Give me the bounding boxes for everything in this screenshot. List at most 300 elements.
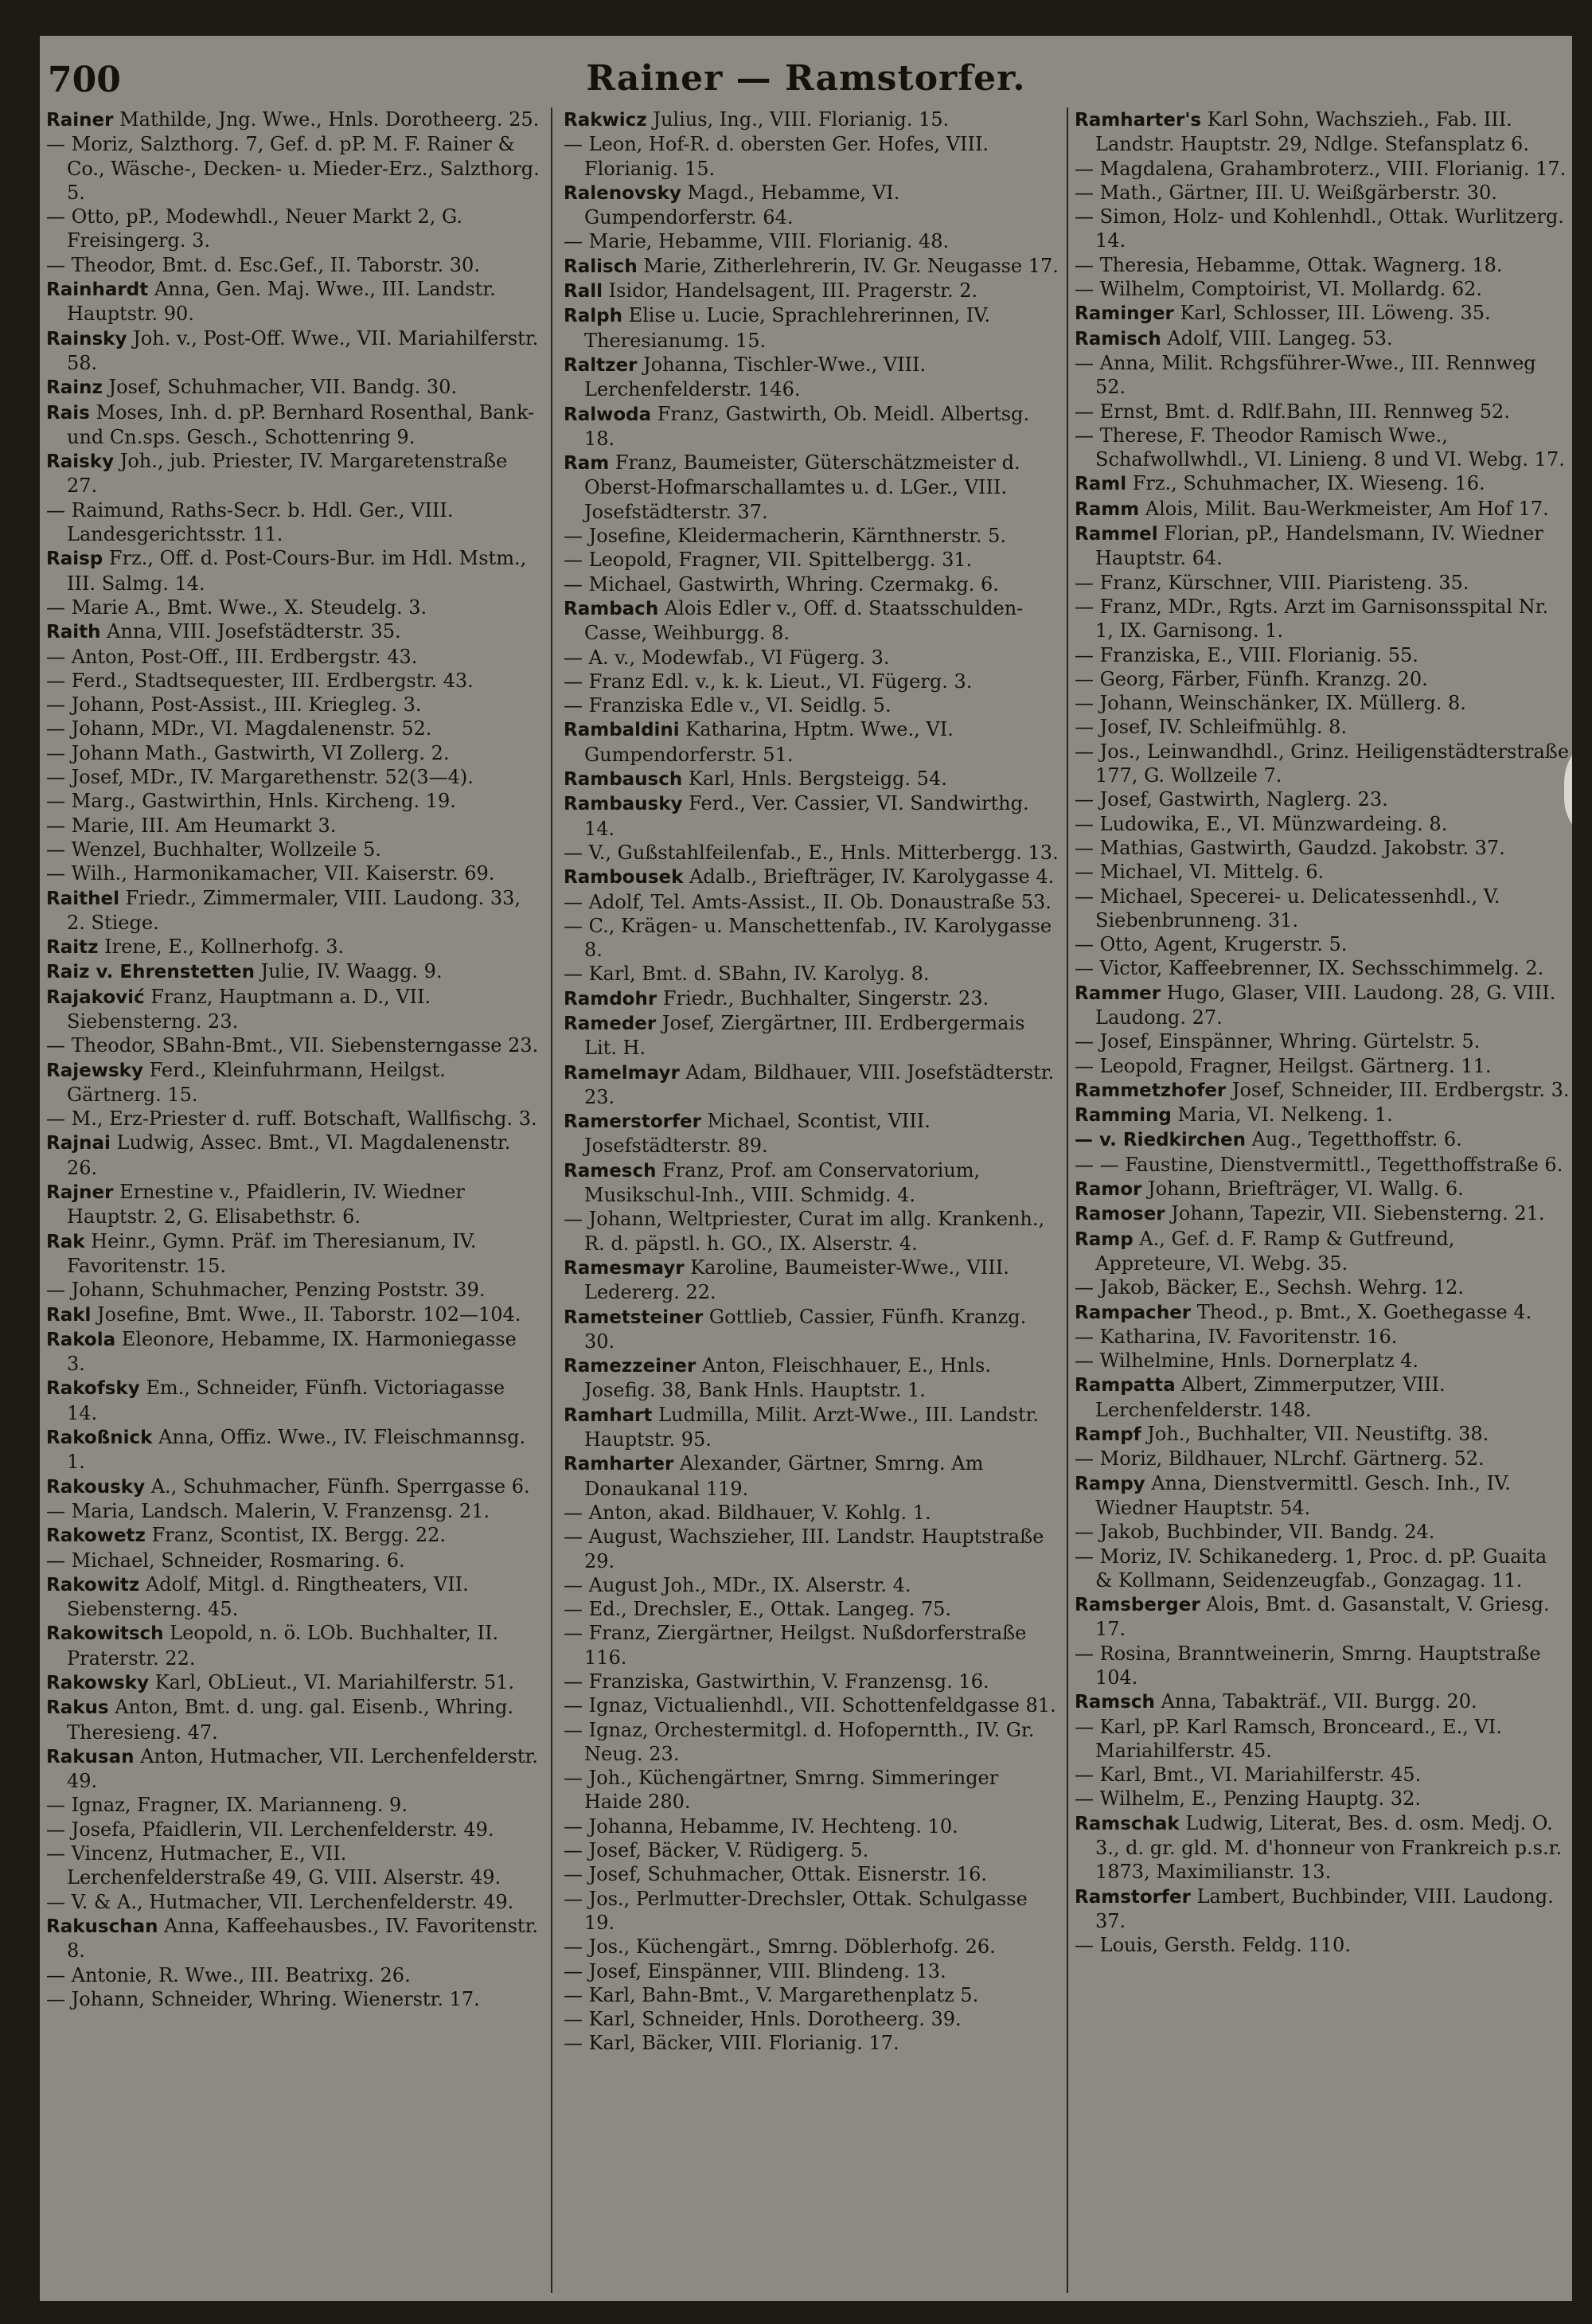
entry-details: — Mathias, Gastwirth, Gaudzd. Jakobstr. 37. [1075,836,1505,859]
entry-surname: Raminger [1075,303,1174,325]
directory-entry [564,1693,1061,1717]
column-rule [551,107,552,2293]
directory-entry [46,1695,540,1744]
entry-details: — Josefa, Pfaidlerin, VII. Lerchenfelderstr. 49. [46,1818,494,1841]
directory-entry [564,181,1061,230]
entry-details: — Louis, Gersth. Feldg. 110. [1075,1934,1351,1957]
entry-details: — Therese, F. Theodor Ramisch Wwe., Schafwollwhdl., VI. Linieng. 8 und VI. Webg. 17. [1075,424,1565,471]
entry-details: — Wilhelmine, Hnls. Dornerplatz 4. [1075,1349,1419,1373]
entry-details: Alois Edler v., Off. d. Staatsschulden-Casse, Weihburgg. 8. [584,596,1024,645]
entry-surname: Rampatta [1075,1375,1176,1396]
entry-details: — Johann Math., Gastwirth, VI Zollerg. 2. [46,741,450,764]
entry-surname: Rakuschan [46,1916,158,1937]
directory-entry [46,959,540,984]
entry-details: — Michael, Gastwirth, Whring. Czermakg. 6. [564,572,999,596]
directory-entry [1075,1933,1570,1957]
entry-details: — Michael, VI. Mittelg. 6. [1075,861,1325,884]
directory-entry [46,1033,540,1057]
entry-surname: Ram [564,453,610,475]
directory-entry [46,1376,540,1425]
entry-details: — Karl, Bmt., VI. Mariahilferstr. 45. [1075,1764,1422,1787]
directory-entry [1075,740,1570,788]
entry-surname: Rakowitz [46,1574,140,1596]
directory-entry [564,1959,1061,1983]
directory-entry [46,375,540,400]
directory-entry [564,1353,1061,1403]
directory-entry [1075,157,1570,181]
directory-entry [564,962,1061,986]
entry-details: Theod., p. Bmt., X. Goethegasse 4. [1191,1300,1532,1323]
directory-entry [1075,1054,1570,1078]
directory-entry [564,132,1061,181]
directory-entry [1075,1642,1570,1690]
directory-entry [46,1621,540,1670]
entry-details: Friedr., Zimmermaler, VIII. Laudong. 33, 2. Stiege. [67,886,521,934]
entry-details: — Franz, Ziergärtner, Heilgst. Nußdorferstraße 116. [564,1622,1027,1669]
directory-entry [46,498,540,547]
entry-details: A., Schuhmacher, Fünfh. Sperrgasse 6. [145,1474,530,1498]
entry-details: — M., Erz-Priester d. ruff. Botschaft, Wallfischg. 3. [46,1107,537,1131]
entry-details: Ludmilla, Milit. Arzt-Wwe., III. Landstr. Hauptstr. 95. [584,1403,1040,1451]
directory-entry [564,1305,1061,1354]
entry-surname: Ramor [1075,1179,1142,1201]
directory-entry [564,1670,1061,1693]
entry-details: Ernestine v., Pfaidlerin, IV. Wiedner Hauptstr. 2, G. Elisabethstr. 6. [67,1181,465,1228]
directory-entry [46,546,540,596]
directory-entry [46,693,540,717]
entry-surname: Ramsberger [1075,1595,1200,1616]
entry-surname: Rainer [46,110,114,131]
directory-entry [1075,205,1570,253]
directory-entry [46,1523,540,1548]
directory-entry [564,914,1061,963]
entry-surname: Ramesmayr [564,1257,685,1279]
entry-surname: Ramerstorfer [564,1111,701,1133]
entry-surname: Rainhardt [46,279,149,301]
directory-entry [1075,1201,1570,1226]
entry-details: — V., Gußstahlfeilenfab., E., Hnls. Mitterbergg. 13. [564,841,1059,864]
entry-surname: Ramisch [1075,328,1161,350]
entry-details: — A. v., Modewfab., VI Fügerg. 3. [564,646,890,669]
directory-entry [564,865,1061,889]
entry-details: Moses, Inh. d. pP. Bernhard Rosenthal, Bank- und Cn.sps. Gesch., Schottenring 9. [67,400,535,448]
directory-entry [564,1207,1061,1256]
entry-surname: Raithel [46,888,119,909]
entry-surname: Rakoßnick [46,1428,153,1449]
directory-entry [46,1229,540,1279]
entry-details: — Josef, Schuhmacher, Ottak. Eisnerstr. 16. [564,1863,987,1886]
entry-details: Karl Sohn, Wachszieh., Fab. III. Landstr. Hauptstr. 29, Ndlge. Stefansplatz 6. [1095,108,1529,156]
directory-entry [46,1425,540,1474]
entry-surname: Rakowetz [46,1525,146,1547]
directory-entry [1075,1715,1570,1764]
entry-details: Isidor, Handelsagent, III. Pragerstr. 2. [603,279,978,303]
entry-details: — Josef, Einspänner, VIII. Blindeng. 13. [564,1959,946,1982]
directory-entry [46,741,540,765]
directory-entry [46,985,540,1034]
entry-details: Florian, pP., Handelsmann, IV. Wiedner Hauptstr. 64. [1095,522,1543,570]
directory-entry [564,890,1061,914]
entry-details: — Josef, Einspänner, Whring. Gürtelstr. 5. [1075,1030,1481,1053]
entry-details: — Jakob, Bäcker, E., Sechsh. Wehrg. 12. [1075,1276,1465,1299]
directory-entry [1075,1227,1570,1276]
directory-entry [46,1058,540,1107]
directory-entry [1075,277,1570,301]
entry-surname: Rakowsky [46,1673,149,1693]
entry-surname: Rall [564,281,603,303]
entry-details: Josefine, Bmt. Wwe., II. Taborstr. 102—104. [91,1303,521,1326]
entry-details: Julie, IV. Waagg. 9. [255,960,443,983]
directory-entry [564,1403,1061,1452]
entry-surname: Rambausch [564,769,683,791]
entry-details: — Karl, Bäcker, VIII. Florianig. 17. [564,2032,899,2055]
directory-entry [564,451,1061,524]
directory-entry [1075,1373,1570,1422]
entry-details: — Moriz, Bildhauer, NLrchf. Gärtnerg. 52. [1075,1447,1485,1471]
entry-surname: Rajnai [46,1133,111,1154]
entry-surname: Rakola [46,1329,116,1350]
entry-surname: Ramdohr [564,988,657,1010]
entry-details: — Wilh., Harmonikamacher, VII. Kaiserstr. 69. [46,862,495,885]
entry-details: Anna, Offiz. Wwe., IV. Fleischmannsg. 1. [67,1426,526,1474]
directory-entry [564,717,1061,767]
entry-details: — Johann, Weltpriester, Curat im allg. Krankenh., R. d. päpstl. h. GO., IX. Alserstr. 4. [564,1208,1045,1255]
entry-surname: Ralenovsky [564,182,681,204]
entry-details: — — Faustine, Dienstvermittl., Tegetthoffstraße 6. [1075,1153,1563,1176]
entry-details: — Moriz, IV. Schikanederg. 1, Proc. d. pP. Guaita & Kollmann, Seidenzeugfab., Gonzagag. 11. [1075,1545,1547,1592]
directory-entry [46,400,540,450]
entry-details: — Franz Edl. v., k. k. Lieut., VI. Fügerg. 3. [564,670,973,693]
directory-entry [1075,1545,1570,1593]
directory-entry [1075,1177,1570,1201]
entry-details: — Franz, MDr., Rgts. Arzt im Garnisonsspital Nr. 1, IX. Garnisong. 1. [1075,595,1549,643]
directory-entry [1075,1300,1570,1325]
entry-details: Josef, Schneider, III. Erdbergstr. 3. [1226,1078,1570,1101]
directory-entry [1075,351,1570,400]
entry-surname: Rambach [564,598,659,619]
entry-details: — Johanna, Hebamme, IV. Hechteng. 10. [564,1814,958,1838]
entry-surname: Rampy [1075,1473,1145,1494]
entry-details: Johann, Briefträger, VI. Wallg. 6. [1141,1178,1464,1201]
directory-entry [1075,1349,1570,1373]
directory-entry [564,402,1061,451]
entry-details: Ferd., Kleinfuhrmann, Heilgst. Gärtnerg. 15. [67,1058,446,1106]
entry-details: — Maria, Landsch. Malerin, V. Franzensg. 21. [46,1499,490,1522]
entry-surname: Rajner [46,1182,114,1204]
directory-entry [1075,956,1570,980]
directory-entry [1075,1787,1570,1810]
entry-details: Alois, Bmt. d. Gasanstalt, V. Griesg. 17. [1095,1593,1550,1641]
entry-details: — Math., Gärtner, III. U. Weißgärberstr. 30. [1075,181,1497,204]
directory-entry [46,596,540,619]
entry-surname: Rak [46,1231,85,1252]
directory-column-1 [46,107,540,2293]
entry-details: — Otto, pP., Modewhdl., Neuer Markt 2, G. Freisingerg. 3. [46,205,462,252]
entry-details: — Leopold, Fragner, Heilgst. Gärtnerg. 11. [1075,1054,1492,1077]
directory-entry [564,1158,1061,1208]
directory-entry [46,861,540,885]
directory-entry [564,524,1061,548]
entry-surname: Ramming [1075,1105,1172,1127]
entry-surname: Rainsky [46,328,127,350]
entry-details: Anton, Hutmacher, VII. Lerchenfelderstr. 49. [67,1744,538,1793]
directory-entry [564,1983,1061,2007]
entry-surname: Rainz [46,377,103,399]
entry-details: — Joh., Küchengärtner, Smrng. Simmeringer Haide 280. [564,1767,999,1814]
directory-entry [564,2007,1061,2031]
entry-details: Alexander, Gärtner, Smrng. Am Donaukanal 119. [584,1452,984,1500]
entry-details: Eleonore, Hebamme, IX. Harmoniegasse 3. [67,1327,517,1376]
entry-details: Irene, E., Kollnerhofg. 3. [98,935,345,959]
directory-entry [1075,787,1570,811]
directory-entry [46,886,540,935]
directory-entry [46,717,540,740]
entry-details: Ferd., Ver. Cassier, VI. Sandwirthg. 14. [584,792,1029,840]
directory-entry [1075,571,1570,595]
directory-entry [46,205,540,253]
directory-entry [46,1107,540,1131]
entry-details: — Ignaz, Orchestermitgl. d. Hofoperntth., IV. Gr. Neug. 23. [564,1718,1035,1765]
entry-details: Frz., Off. d. Post-Cours-Bur. im Hdl. Mstm., III. Salmg. 14. [67,547,527,595]
directory-entry [46,1278,540,1302]
directory-entry [564,596,1061,646]
directory-entry [1075,1811,1570,1885]
directory-entry [1075,667,1570,691]
directory-entry [46,1303,540,1327]
directory-entry [1075,595,1570,643]
entry-details: — Josefine, Kleidermacherin, Kärnthnerstr. 5. [564,525,1007,548]
entry-details: — Michael, Schneider, Rosmaring. 6. [46,1549,405,1572]
entry-surname: Rampf [1075,1424,1141,1446]
entry-details: — Franziska, Gastwirthin, V. Franzensg. 16. [564,1670,989,1693]
directory-entry [564,1109,1061,1158]
entry-details: — August Joh., MDr., IX. Alserstr. 4. [564,1573,911,1596]
entry-surname: Ralisch [564,256,638,277]
directory-entry [564,107,1061,132]
directory-entry [46,1963,540,1987]
entry-details: — Johann, Schneider, Whring. Wienerstr. 17. [46,1987,480,2010]
directory-entry [564,254,1061,279]
entry-details: — Ernst, Bmt. d. Rdlf.Bahn, III. Rennweg 52. [1075,400,1510,423]
entry-surname: Raith [46,622,101,643]
entry-surname: Raml [1075,474,1127,495]
directory-entry [564,279,1061,303]
directory-entry [46,1793,540,1817]
entry-details: — Rosina, Branntweinerin, Smrng. Hauptstraße 104. [1075,1642,1541,1689]
directory-entry [1075,400,1570,424]
entry-details: Karoline, Baumeister-Wwe., VIII. Ledererg. 22. [584,1256,1009,1304]
directory-entry [1075,1447,1570,1471]
entry-details: Joh., Buchhalter, VII. Neustiftg. 38. [1141,1423,1489,1446]
entry-surname: Rakl [46,1304,92,1326]
entry-details: Anna, Dienstvermittl. Gesch. Inh., IV. Wiedner Hauptstr. 54. [1095,1471,1511,1519]
entry-surname: Ramesch [564,1160,657,1182]
entry-details: Maria, VI. Nelkeng. 1. [1171,1103,1393,1127]
directory-entry [564,791,1061,841]
directory-entry [1075,521,1570,571]
entry-details: — Jos., Perlmutter-Drechsler, Ottak. Schulgasse 19. [564,1887,1028,1934]
directory-entry [1075,181,1570,205]
directory-entry [564,303,1061,353]
directory-entry [1075,812,1570,836]
directory-page [40,36,1572,2301]
directory-entry [1075,885,1570,933]
directory-entry [1075,424,1570,472]
entry-details: — Georg, Färber, Fünfh. Kranzg. 20. [1075,667,1428,690]
entry-details: Karl, Schlosser, III. Löweng. 35. [1173,302,1491,325]
entry-details: — Jos., Leinwandhdl., Grinz. Heiligenstädterstraße 177, G. Wollzeile 7. [1075,740,1570,787]
entry-details: Frz., Schuhmacher, IX. Wieseng. 16. [1126,472,1485,495]
entry-details: — Ed., Drechsler, E., Ottak. Langeg. 75. [564,1598,952,1621]
entry-details: — Ignaz, Victualienhdl., VII. Schottenfeldgasse 81. [564,1694,1056,1717]
directory-entry [564,1718,1061,1767]
entry-surname: Rais [46,402,90,424]
entry-surname: Ralph [564,306,622,327]
entry-details: Hugo, Glaser, VIII. Laudong. 28, G. VIII. Laudong. 27. [1095,981,1556,1029]
entry-details: Mathilde, Jng. Wwe., Hnls. Dorotheerg. 25. [113,108,540,131]
entry-details: — Michael, Specerei- u. Delicatessenhdl., V. Siebenbrunneng. 31. [1075,885,1500,932]
directory-entry [46,814,540,838]
entry-details: — Karl, pP. Karl Ramsch, Bronceard., E., VI. Mariahilferstr. 45. [1075,1715,1502,1762]
directory-entry [1075,1029,1570,1053]
entry-surname: Ramharter's [1075,110,1202,131]
entry-details: — Raimund, Raths-Secr. b. Hdl. Ger., VIII. Landesgerichtsstr. 11. [46,498,454,546]
directory-entry [46,645,540,669]
entry-details: — Leopold, Fragner, VII. Spittelbergg. 31. [564,549,973,572]
directory-entry [564,986,1061,1011]
entry-details: Johanna, Tischler-Wwe., VIII. Lerchenfelderstr. 146. [584,353,927,401]
page-header [40,36,1572,107]
directory-entry [564,767,1061,791]
entry-surname: Ramezzeiner [564,1356,696,1377]
directory-entry [46,1818,540,1842]
entry-details: — Marg., Gastwirthin, Hnls. Kircheng. 19. [46,790,456,813]
entry-details: Anton, Fleischhauer, E., Hnls. Josefig. 38, Bank Hnls. Hauptstr. 1. [584,1354,991,1402]
entry-surname: Ramm [1075,498,1140,520]
directory-entry [564,1935,1061,1959]
directory-entry [46,1549,540,1572]
entry-surname: Raiz v. Ehrenstetten [46,962,256,983]
directory-entry [564,548,1061,572]
directory-entry [46,1572,540,1622]
directory-entry [46,277,540,326]
entry-surname: Rakus [46,1697,109,1719]
directory-entry [564,646,1061,670]
entry-details: A., Gef. d. F. Ramp & Gutfreund, Appreteure, VI. Webg. 35. [1095,1227,1455,1275]
directory-entry [564,1011,1061,1060]
directory-entry [46,1131,540,1180]
directory-entry [46,1890,540,1914]
directory-entry [46,253,540,277]
directory-entry [564,1862,1061,1886]
entry-surname: Ramp [1075,1228,1134,1250]
entry-details: Heinr., Gymn. Präf. im Theresianum, IV. Favoritenstr. 15. [67,1229,477,1277]
entry-details: Josef, Schuhmacher, VII. Bandg. 30. [102,376,458,399]
directory-entry [46,1327,540,1377]
entry-details: Adolf, Mitgl. d. Ringtheaters, VII. Siebensterng. 45. [67,1572,469,1621]
directory-entry [1075,643,1570,667]
directory-entry [564,1838,1061,1862]
running-title: Rainer — Ramstorfer. [586,58,1026,99]
entry-details: Franz, Scontist, IX. Bergg. 22. [145,1524,446,1547]
directory-entry [46,449,540,498]
entry-details: Adam, Bildhauer, VIII. Josefstädterstr. 23. [584,1060,1055,1108]
entry-details: — Ferd., Stadtsequester, III. Erdbergstr. 43. [46,669,474,692]
entry-surname: Raitz [46,937,99,959]
entry-details: Friedr., Buchhalter, Singerstr. 23. [657,986,989,1010]
entry-details: Michael, Scontist, VIII. Josefstädterstr. 89. [584,1110,931,1158]
directory-entry [564,1451,1061,1501]
entry-details: — Simon, Holz- und Kohlenhdl., Ottak. Wurlitzerg. 14. [1075,205,1564,252]
entry-details: — Wenzel, Buchhalter, Wollzeile 5. [46,838,381,861]
entry-surname: Raltzer [564,354,638,376]
entry-details: Elise u. Lucie, Sprachlehrerinnen, IV. Theresianumg. 15. [584,304,991,352]
directory-entry [564,1766,1061,1814]
directory-entry [1075,1689,1570,1714]
directory-entry [564,841,1061,865]
entry-details: — Josef, Gastwirth, Naglerg. 23. [1075,788,1388,811]
entry-details: — Wilhelm, Comptoirist, VI. Mollardg. 62. [1075,278,1483,301]
entry-surname: Rambousek [564,867,684,889]
entry-surname: Rakwicz [564,110,647,131]
entry-surname: Rakusan [46,1746,135,1767]
directory-entry [46,1842,540,1890]
directory-column-3 [1075,107,1570,2293]
directory-entry [564,229,1061,253]
directory-entry [1075,471,1570,496]
directory-entry [564,1256,1061,1305]
entry-details: — Anton, Post-Off., III. Erdbergstr. 43. [46,645,418,668]
entry-details: Anton, Bmt. d. ung. gal. Eisenb., Whring. Theresieng. 47. [67,1696,514,1744]
directory-entry [46,1987,540,2011]
entry-details: Adalb., Briefträger, IV. Karolygasse 4. [683,865,1055,889]
entry-surname: Rameder [564,1013,657,1034]
entry-details: Anna, Tabakträf., VII. Burgg. 20. [1154,1690,1477,1713]
directory-entry [564,353,1061,402]
entry-details: Ludwig, Literat, Bes. d. osm. Medj. O. 3., d. gr. gld. M. d'honneur von Frankreich p.s.r. 1873, Maximilianstr. 13. [1095,1811,1563,1884]
directory-entry [1075,497,1570,521]
entry-details: Alois, Milit. Bau-Werkmeister, Am Hof 17. [1139,497,1549,520]
directory-entry [1075,326,1570,351]
directory-entry [564,1597,1061,1621]
directory-entry [46,765,540,789]
entry-details: — Johann, MDr., VI. Magdalenenstr. 52. [46,717,432,740]
entry-details: — Theodor, Bmt. d. Esc.Gef., II. Taborstr. 30. [46,253,480,276]
entry-details: — Johann, Post-Assist., III. Kriegleg. 3. [46,693,422,717]
entry-details: — Karl, Bahn-Bmt., V. Margarethenplatz 5. [564,1983,979,2006]
directory-entry [46,1180,540,1229]
directory-entry [1075,1763,1570,1787]
directory-entry [1075,981,1570,1030]
entry-surname: Rajaković [46,986,145,1008]
entry-details: — Johann, Schuhmacher, Penzing Poststr. 39. [46,1279,486,1302]
entry-surname: Rambaldini [564,720,680,741]
entry-details: Josef, Ziergärtner, III. Erdbergermais Lit. H. [584,1011,1025,1060]
entry-details: — Karl, Bmt. d. SBahn, IV. Karolyg. 8. [564,963,930,986]
entry-details: Adolf, VIII. Langeg. 53. [1161,326,1393,350]
directory-entry [564,693,1061,717]
directory-entry [1075,301,1570,326]
entry-surname: Rambausky [564,794,683,815]
entry-details: Albert, Zimmerputzer, VIII. Lerchenfelderstr. 148. [1095,1373,1446,1421]
directory-entry [1075,1103,1570,1127]
directory-entry [564,1814,1061,1838]
directory-entry [1075,1153,1570,1177]
entry-details: — Vincenz, Hutmacher, E., VII. Lerchenfelderstraße 49, G. VIII. Alserstr. 49. [46,1842,501,1889]
entry-details: — Franziska, E., VIII. Florianig. 55. [1075,643,1418,666]
entry-details: Anna, Gen. Maj. Wwe., III. Landstr. Hauptstr. 90. [67,278,496,326]
entry-surname: Raisky [46,451,115,473]
